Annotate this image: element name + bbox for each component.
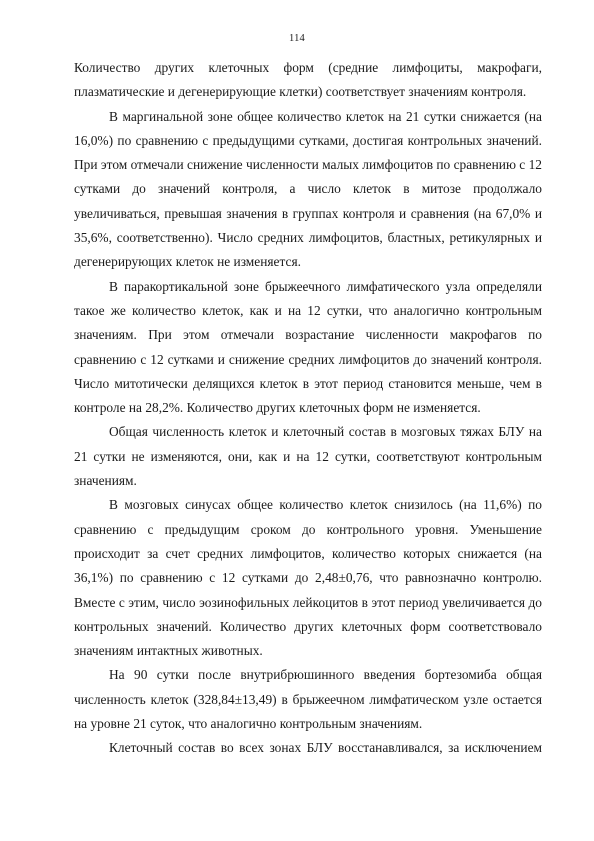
paragraph: В маргинальной зоне общее количество клеток на 21 сутки снижается (на 16,0%) по сравнению с предыдущими сутками, достигая контрольных значений. При этом отмечали снижение численности малых лимфоцитов по сравнению с 12 сутками до значений контроля, а число клеток в митозе продолжало увеличиваться, превышая значения в группах контроля и сравнения (на 67,0% и 35,6%, соответственно). Число средних лимфоцитов, бластных, ретикулярных и дегенерирующих клеток не изменяется. [74,108,542,270]
page-number: 114 [289,33,305,44]
paragraph: На 90 сутки после внутрибрюшинного введения бортезомиба общая численность клеток (328,84±13,49) в брыжеечном лимфатическом узле остается на уровне 21 суток, что аналогично контрольным значениям. [74,667,542,732]
paragraph-last: Клеточный состав во всех зонах БЛУ восстанавливался, за исключением [109,740,542,756]
paragraph: В мозговых синусах общее количество клеток снизилось (на 11,6%) по сравнению с предыдущим сроком до контрольного уровня. Уменьшение происходит за счет средних лимфоцитов, количество которых снижается (на 36,1%) по сравнению с 12 сутками до 2,48±0,76, что равнозначно контролю. Вместе с этим, число эозинофильных лейкоцитов в этот период увеличивается до контрольных значений. Количество других клеточных форм соответствовало значениям интактных животных. [74,497,542,659]
body-text [74,56,542,761]
paragraph: В паракортикальной зоне брыжеечного лимфатического узла определяли такое же количество клеток, как и на 12 сутки, что аналогично контрольным значениям. При этом отмечали возрастание численности макрофагов по сравнению с 12 сутками и снижение средних лимфоцитов до значений контроля. Число митотически делящихся клеток в этот период становится меньше, чем в контроле на 28,2%. Количество других клеточных форм не изменяется. [74,278,542,416]
paragraph: Количество других клеточных форм (средние лимфоциты, макрофаги, плазматические и дегенерирующие клетки) соответствует значениям контроля. [74,60,542,100]
paragraph: Общая численность клеток и клеточный состав в мозговых тяжах БЛУ на 21 сутки не изменяются, они, как и на 12 сутки, соответствуют контрольным значениям. [74,424,542,489]
